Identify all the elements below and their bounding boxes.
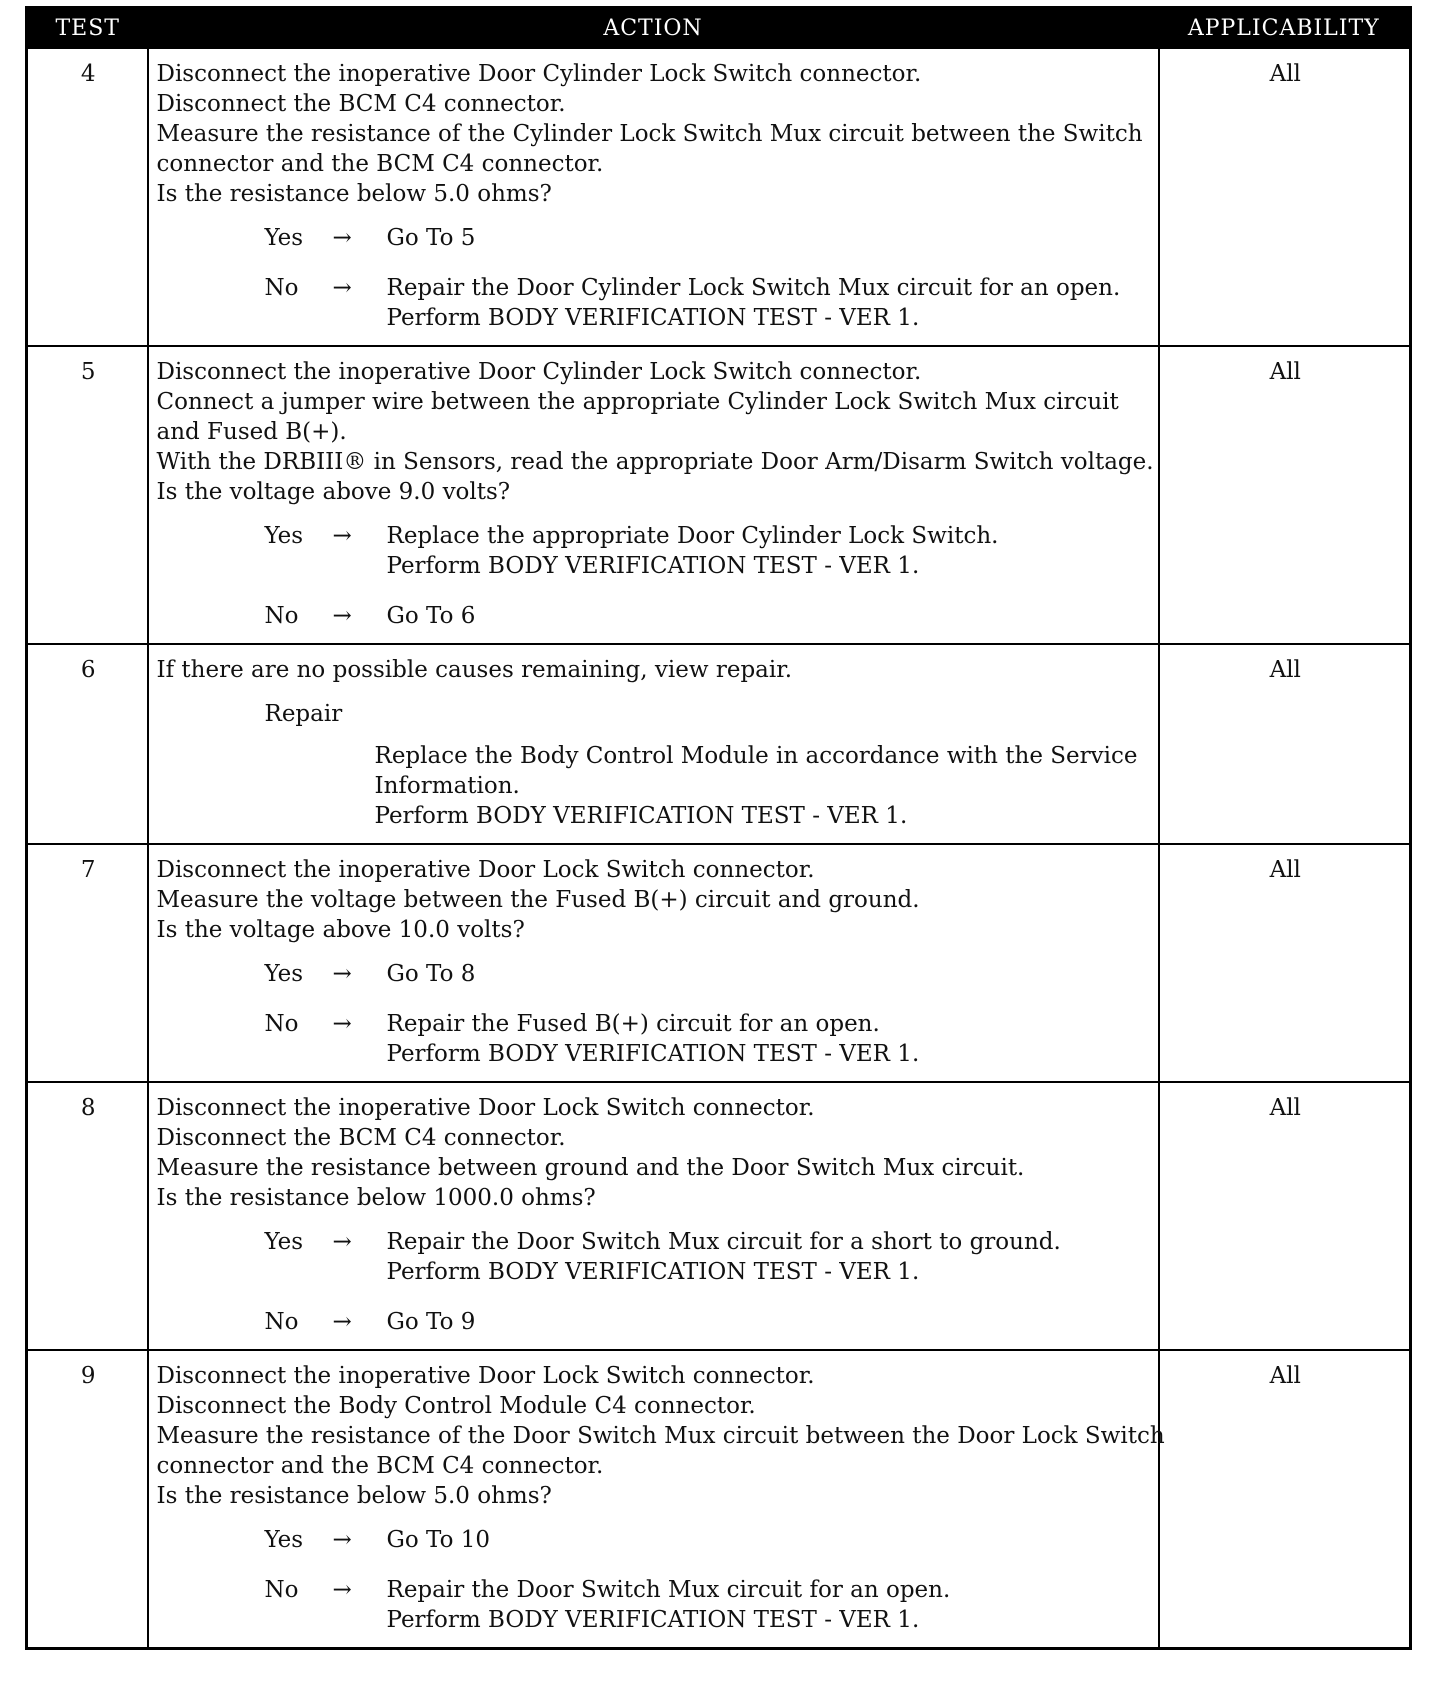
applicability-cell: All bbox=[1159, 346, 1411, 644]
table-row bbox=[27, 644, 1411, 844]
right-arrow-icon: → bbox=[332, 1309, 352, 1335]
answer-label: Yes bbox=[264, 1229, 304, 1255]
header-action: ACTION bbox=[148, 8, 1159, 49]
answer-text bbox=[387, 223, 476, 253]
answer-label: Yes bbox=[264, 523, 304, 549]
applicability-cell: All bbox=[1159, 48, 1411, 346]
header-test: TEST bbox=[27, 8, 148, 49]
action-line: and Fused B(+). bbox=[156, 419, 347, 445]
action-cell bbox=[148, 844, 1159, 1082]
answer-text-line: Go To 5 bbox=[386, 225, 476, 251]
action-line: connector and the BCM C4 connector. bbox=[156, 1453, 604, 1479]
answer-list bbox=[157, 959, 1152, 1069]
right-arrow-icon: → bbox=[332, 275, 352, 301]
applicability-cell: All bbox=[1159, 844, 1411, 1082]
action-line: Disconnect the inoperative Door Lock Switch connector. bbox=[156, 1095, 815, 1121]
test-number: 9 bbox=[27, 1350, 148, 1649]
answer-no bbox=[157, 273, 1152, 333]
header-row bbox=[27, 8, 1411, 49]
answer-text-line: Perform BODY VERIFICATION TEST - VER 1. bbox=[386, 1259, 920, 1285]
header-applicability: APPLICABILITY bbox=[1159, 8, 1411, 49]
right-arrow-icon: → bbox=[332, 225, 352, 251]
answer-text bbox=[387, 959, 476, 989]
action-line: With the DRBIII® in Sensors, read the appropriate Door Arm/Disarm Switch voltage. bbox=[156, 449, 1154, 475]
answer-label: No bbox=[264, 1309, 299, 1335]
action-cell bbox=[148, 1082, 1159, 1350]
answer-label: No bbox=[264, 1577, 299, 1603]
action-line: If there are no possible causes remaining, view repair. bbox=[156, 657, 793, 683]
action-line: Connect a jumper wire between the appropriate Cylinder Lock Switch Mux circuit bbox=[156, 389, 1119, 415]
action-line: Measure the voltage between the Fused B(+) circuit and ground. bbox=[156, 887, 920, 913]
answer-label: No bbox=[264, 275, 299, 301]
table-row bbox=[27, 1082, 1411, 1350]
answer-text-line: Repair the Door Cylinder Lock Switch Mux circuit for an open. bbox=[386, 275, 1121, 301]
action-line: Measure the resistance of the Cylinder Lock Switch Mux circuit between the Switch bbox=[156, 121, 1143, 147]
answer-text bbox=[387, 1575, 951, 1635]
table-row bbox=[27, 1350, 1411, 1649]
action-cell bbox=[148, 644, 1159, 844]
test-number: 5 bbox=[27, 346, 148, 644]
answer-no bbox=[157, 1575, 1152, 1635]
test-number: 8 bbox=[27, 1082, 148, 1350]
action-line: Disconnect the inoperative Door Lock Switch connector. bbox=[156, 1363, 815, 1389]
action-line: Measure the resistance of the Door Switch Mux circuit between the Door Lock Switch bbox=[156, 1423, 1165, 1449]
answer-text-line: Repair the Door Switch Mux circuit for a short to ground. bbox=[386, 1229, 1061, 1255]
answer-text bbox=[387, 1307, 476, 1337]
action-line: Is the resistance below 1000.0 ohms? bbox=[156, 1185, 596, 1211]
answer-text-line: Perform BODY VERIFICATION TEST - VER 1. bbox=[386, 1041, 920, 1067]
answer-text-line: Perform BODY VERIFICATION TEST - VER 1. bbox=[386, 1607, 920, 1633]
action-cell bbox=[148, 48, 1159, 346]
answer-list bbox=[157, 521, 1152, 631]
action-line: Disconnect the BCM C4 connector. bbox=[156, 1125, 566, 1151]
answer-list bbox=[157, 1525, 1152, 1635]
action-line: Disconnect the inoperative Door Cylinder Lock Switch connector. bbox=[156, 61, 922, 87]
answer-label: No bbox=[264, 603, 299, 629]
repair-text-line: Perform BODY VERIFICATION TEST - VER 1. bbox=[374, 803, 908, 829]
answer-text-line: Perform BODY VERIFICATION TEST - VER 1. bbox=[386, 305, 920, 331]
applicability-cell: All bbox=[1159, 644, 1411, 844]
answer-list bbox=[157, 223, 1152, 333]
action-line: Is the voltage above 10.0 volts? bbox=[156, 917, 525, 943]
answer-yes bbox=[157, 223, 1152, 253]
table-row bbox=[27, 346, 1411, 644]
answer-label: Yes bbox=[264, 225, 304, 251]
answer-label: Yes bbox=[264, 1527, 304, 1553]
answer-text-line: Go To 9 bbox=[386, 1309, 476, 1335]
answer-label: No bbox=[264, 1011, 299, 1037]
action-line: connector and the BCM C4 connector. bbox=[156, 151, 604, 177]
answer-text-line: Go To 6 bbox=[386, 603, 476, 629]
repair-text-line: Replace the Body Control Module in accordance with the Service bbox=[374, 743, 1138, 769]
answer-yes bbox=[157, 1227, 1152, 1287]
test-number: 4 bbox=[27, 48, 148, 346]
table-header bbox=[27, 8, 1411, 49]
table-row bbox=[27, 844, 1411, 1082]
answer-no bbox=[157, 601, 1152, 631]
answer-list bbox=[157, 1227, 1152, 1337]
action-line: Measure the resistance between ground and the Door Switch Mux circuit. bbox=[156, 1155, 1025, 1181]
answer-no bbox=[157, 1307, 1152, 1337]
applicability-cell: All bbox=[1159, 1082, 1411, 1350]
answer-yes bbox=[157, 521, 1152, 581]
repair-text bbox=[375, 741, 1152, 831]
action-line: Disconnect the Body Control Module C4 connector. bbox=[156, 1393, 756, 1419]
answer-yes bbox=[157, 1525, 1152, 1555]
right-arrow-icon: → bbox=[332, 523, 352, 549]
answer-text-line: Repair the Door Switch Mux circuit for an open. bbox=[386, 1577, 951, 1603]
repair-text-line: Information. bbox=[374, 773, 520, 799]
answer-text bbox=[387, 521, 999, 581]
table-body bbox=[27, 48, 1411, 1649]
action-line: Disconnect the inoperative Door Lock Switch connector. bbox=[156, 857, 815, 883]
right-arrow-icon: → bbox=[332, 1229, 352, 1255]
repair-label: Repair bbox=[264, 701, 343, 727]
right-arrow-icon: → bbox=[332, 603, 352, 629]
answer-text-line: Replace the appropriate Door Cylinder Lock Switch. bbox=[386, 523, 999, 549]
answer-no bbox=[157, 1009, 1152, 1069]
right-arrow-icon: → bbox=[332, 1527, 352, 1553]
action-line: Disconnect the inoperative Door Cylinder Lock Switch connector. bbox=[156, 359, 922, 385]
test-number: 6 bbox=[27, 644, 148, 844]
table-row bbox=[27, 48, 1411, 346]
answer-yes bbox=[157, 959, 1152, 989]
diagnostic-test-table bbox=[25, 6, 1412, 1650]
applicability-cell: All bbox=[1159, 1350, 1411, 1649]
answer-label: Yes bbox=[264, 961, 304, 987]
action-line: Is the resistance below 5.0 ohms? bbox=[156, 181, 552, 207]
answer-text-line: Repair the Fused B(+) circuit for an open. bbox=[386, 1011, 880, 1037]
test-number: 7 bbox=[27, 844, 148, 1082]
answer-text-line: Perform BODY VERIFICATION TEST - VER 1. bbox=[386, 553, 920, 579]
action-cell bbox=[148, 346, 1159, 644]
action-line: Is the voltage above 9.0 volts? bbox=[156, 479, 511, 505]
right-arrow-icon: → bbox=[332, 1011, 352, 1037]
answer-text-line: Go To 10 bbox=[386, 1527, 491, 1553]
answer-text bbox=[387, 1525, 491, 1555]
action-cell bbox=[148, 1350, 1165, 1649]
answer-text bbox=[387, 1227, 1061, 1287]
right-arrow-icon: → bbox=[332, 1577, 352, 1603]
action-line: Disconnect the BCM C4 connector. bbox=[156, 91, 566, 117]
action-line: Is the resistance below 5.0 ohms? bbox=[156, 1483, 552, 1509]
answer-text bbox=[387, 1009, 920, 1069]
answer-text bbox=[387, 273, 1121, 333]
right-arrow-icon: → bbox=[332, 961, 352, 987]
repair-block bbox=[157, 699, 1152, 831]
answer-text bbox=[387, 601, 476, 631]
answer-text-line: Go To 8 bbox=[386, 961, 476, 987]
